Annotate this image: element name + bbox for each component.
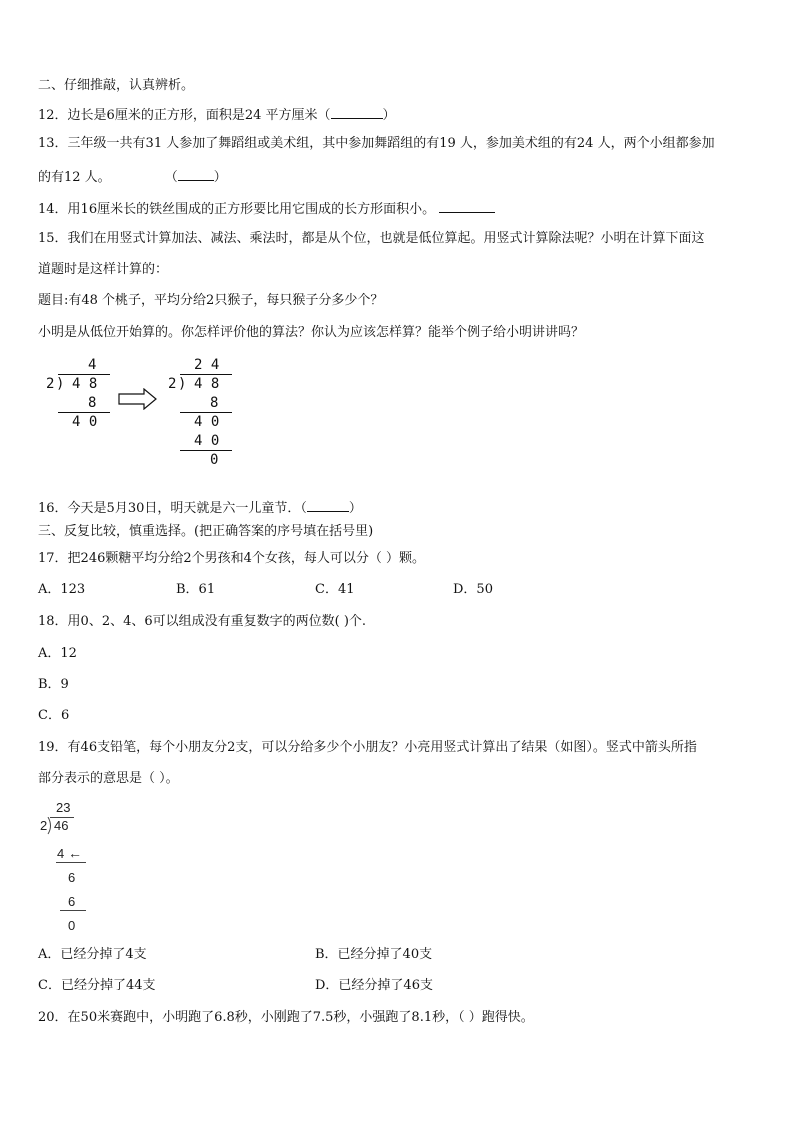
right-divisor: 2	[168, 376, 177, 392]
long-division-left	[44, 355, 114, 435]
right-step3: 4 0	[194, 433, 220, 449]
q17-option-d[interactable]: D．50	[453, 582, 493, 597]
answer-blank-16[interactable]	[307, 499, 349, 512]
answer-blank-13[interactable]	[178, 168, 214, 181]
q17-option-a[interactable]: A．123	[38, 582, 86, 597]
answer-blank-12[interactable]	[331, 106, 383, 119]
question-13-line1: 13．三年级一共有31 人参加了舞蹈组或美术组，其中参加舞蹈组的有19 人，参加美术组的有24 人，两个小组都参加	[38, 136, 715, 151]
right-dividend: 4 8	[194, 376, 220, 392]
long-division-q19	[38, 798, 98, 936]
right-arrow-icon	[118, 388, 158, 410]
left-dividend: 4 8	[72, 376, 98, 392]
question-17: 17．把246颗糖平均分给2个男孩和4个女孩，每人可以分（ ）颗。	[38, 551, 426, 566]
left-divisor: 2	[46, 376, 55, 392]
q18-option-c[interactable]: C．6	[38, 708, 70, 723]
q19-dividend: 46	[54, 818, 69, 833]
question-13-line2	[38, 168, 227, 186]
right-step1: 8	[210, 395, 219, 411]
q17-option-b[interactable]: B．61	[176, 582, 216, 597]
q19-option-d[interactable]: D．已经分掉了46支	[315, 978, 433, 993]
division-bracket-icon	[47, 817, 53, 835]
q19-step1: 4	[57, 846, 65, 861]
question-15-line1: 15．我们在用竖式计算加法、减法、乘法时，都是从个位，也就是低位算起。用竖式计算除法呢？小明在计算下面这	[38, 231, 705, 246]
question-16-text: 16．今天是5月30日，明天就是六一儿童节．（	[38, 501, 307, 516]
question-14-text: 14．用16厘米长的铁丝围成的正方形要比用它围成的长方形面积小。	[38, 202, 436, 217]
question-18: 18．用0、2、4、6可以组成没有重复数字的两位数( )个.	[38, 614, 367, 629]
question-13-close: ）	[213, 170, 227, 185]
question-16	[38, 499, 362, 517]
q19-step3: 6	[68, 894, 76, 909]
question-12-text: 12．边长是6厘米的正方形，面积是24 平方厘米（	[38, 108, 331, 123]
right-quotient: 2 4	[194, 357, 220, 373]
right-step2: 4 0	[194, 414, 220, 430]
left-arrow-icon: ←	[68, 845, 82, 861]
left-quotient: 4	[88, 357, 97, 373]
left-step1: 8	[88, 395, 97, 411]
question-14	[38, 200, 495, 218]
q19-step2: 6	[68, 870, 76, 885]
long-division-right	[166, 355, 246, 470]
question-13-open: （	[164, 170, 178, 185]
q19-step4: 0	[68, 918, 76, 933]
question-15-line2: 道题时是这样计算的：	[38, 262, 169, 277]
question-15-line3: 题目:有48 个桃子，平均分给2只猴子，每只猴子分多少个？	[38, 293, 384, 308]
q18-option-b[interactable]: B．9	[38, 677, 69, 692]
q19-option-a[interactable]: A．已经分掉了4支	[38, 947, 147, 962]
question-13-line2-text: 的有12 人。	[38, 170, 111, 185]
left-step2: 4 0	[72, 414, 98, 430]
question-19-line2: 部分表示的意思是（ ）。	[38, 771, 179, 786]
question-12	[38, 106, 396, 124]
q17-option-c[interactable]: C．41	[315, 582, 355, 597]
answer-blank-14[interactable]	[439, 200, 495, 213]
q19-quotient: 23	[56, 800, 71, 815]
left-bracket: )	[56, 376, 65, 392]
right-step4: 0	[210, 452, 219, 468]
question-12-close: ）	[382, 108, 396, 123]
question-15-line4: 小明是从低位开始算的。你怎样评价他的算法？你认为应该怎样算？能举个例子给小明讲讲吗？	[38, 325, 585, 340]
question-20: 20．在50米赛跑中，小明跑了6.8秒，小刚跑了7.5秒，小强跑了8.1秒，（ ）跑得快。	[38, 1010, 534, 1025]
section3-heading: 三、反复比较，慎重选择。(把正确答案的序号填在括号里)	[38, 524, 374, 539]
q19-option-c[interactable]: C．已经分掉了44支	[38, 978, 156, 993]
q19-option-b[interactable]: B．已经分掉了40支	[315, 947, 433, 962]
question-19-line1: 19．有46支铅笔，每个小朋友分2支，可以分给多少个小朋友？小亮用竖式计算出了结果（如图）。竖式中箭头所指	[38, 740, 697, 755]
q19-divisor: 2	[40, 818, 48, 833]
section2-heading: 二、仔细推敲，认真辨析。	[38, 78, 195, 93]
right-bracket: )	[178, 376, 187, 392]
q18-option-a[interactable]: A．12	[38, 646, 77, 661]
question-16-close: ）	[348, 501, 362, 516]
